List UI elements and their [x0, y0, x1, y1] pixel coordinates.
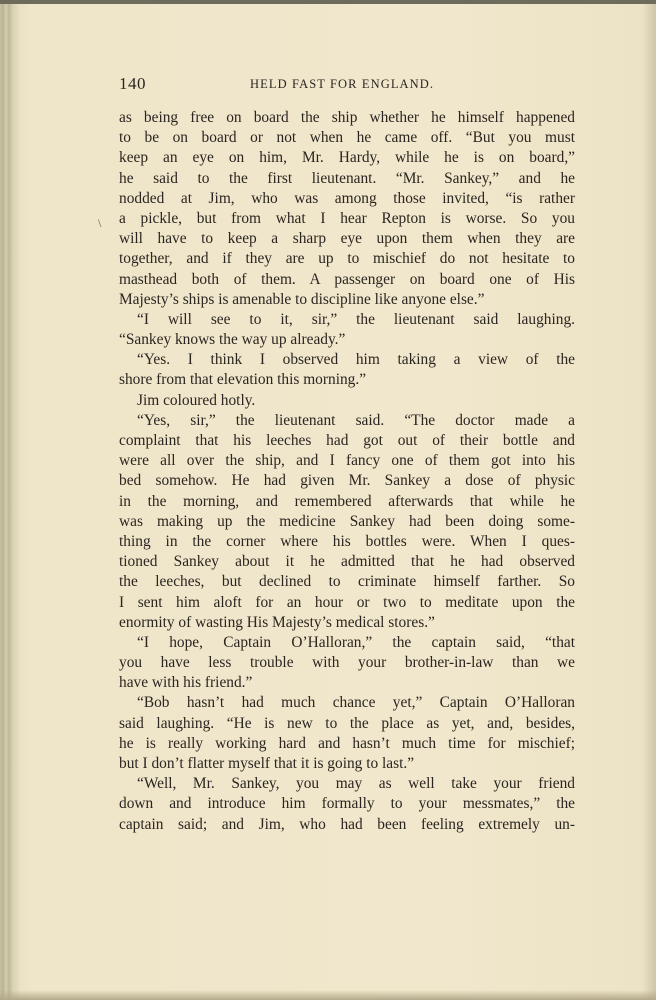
text-line: together, and if they are up to mischief do not hesitate to: [119, 250, 575, 268]
text-line: tioned Sankey about it he admitted that he had observed: [119, 553, 575, 571]
text-line: in the morning, and remembered afterwards that while he: [119, 492, 575, 510]
text-line: but I don’t flatter myself that it is going to last.”: [119, 755, 415, 772]
text-line: “I will see to it, sir,” the lieutenant said laughing.: [137, 310, 575, 328]
text-line: “Yes. I think I observed him taking a view of the: [137, 351, 575, 369]
text-line: keep an eye on him, Mr. Hardy, while he is on board,”: [119, 149, 575, 167]
page-header: [119, 74, 575, 96]
top-border: [0, 0, 656, 4]
text-line: he is really working hard and hasn’t much time for mischief;: [119, 734, 575, 752]
text-line: were all over the ship, and I fancy one of them got into his: [119, 452, 575, 470]
text-line: masthead both of them. A passenger on board one of His: [119, 270, 575, 288]
text-line: to be on board or not when he came off. “But you must: [119, 129, 575, 147]
text-line: will have to keep a sharp eye upon them when they are: [119, 230, 575, 248]
text-line: was making up the medicine Sankey had been doing some-: [119, 512, 575, 530]
text-line: bed somehow. He had given Mr. Sankey a dose of physic: [119, 472, 575, 490]
text-line: “Yes, sir,” the lieutenant said. “The doctor made a: [137, 411, 575, 429]
text-line: Jim coloured hotly.: [137, 391, 256, 409]
text-line: a pickle, but from what I hear Repton is worse. So you: [119, 209, 575, 227]
margin-mark: \: [98, 216, 102, 230]
page-number: 140: [119, 74, 146, 93]
body-text: [119, 108, 575, 835]
text-line: nodded at Jim, who was among those invited, “is rather: [119, 189, 575, 207]
running-head: HELD FAST FOR ENGLAND.: [250, 77, 435, 91]
text-line: Majesty’s ships is amenable to discipline like anyone else.”: [119, 290, 485, 308]
text-line: enormity of wasting His Majesty’s medical stores.”: [119, 613, 435, 631]
text-line: down and introduce him formally to your messmates,” the: [119, 795, 575, 813]
text-line: I sent him aloft for an hour or two to meditate upon the: [119, 593, 575, 611]
text-line: complaint that his leeches had got out of their bottle and: [119, 432, 575, 449]
text-line: “Well, Mr. Sankey, you may as well take your friend: [137, 775, 575, 793]
text-line: as being free on board the ship whether he himself happened: [119, 109, 575, 126]
text-line: “Bob hasn’t had much chance yet,” Captain O’Halloran: [137, 694, 575, 712]
page-shadow: [642, 0, 656, 1000]
text-line: he said to the first lieutenant. “Mr. Sankey,” and he: [119, 169, 575, 187]
text-line: captain said; and Jim, who had been feeling extremely un-: [119, 815, 575, 833]
text-line: thing in the corner where his bottles were. When I ques-: [119, 532, 575, 550]
text-line: shore from that elevation this morning.”: [119, 371, 367, 389]
text-line: “I hope, Captain O’Halloran,” the captain said, “that: [137, 633, 575, 651]
text-line: said laughing. “He is new to the place as yet, and, besides,: [119, 714, 575, 732]
text-line: “Sankey knows the way up already.”: [119, 331, 346, 349]
text-line: you have less trouble with your brother-in-law than we: [119, 654, 575, 672]
page-bottom-edge: [0, 990, 656, 1000]
text-line: the leeches, but declined to criminate himself farther. So: [119, 573, 575, 591]
text-line: have with his friend.”: [119, 674, 253, 692]
binding-edge: [0, 0, 20, 1000]
